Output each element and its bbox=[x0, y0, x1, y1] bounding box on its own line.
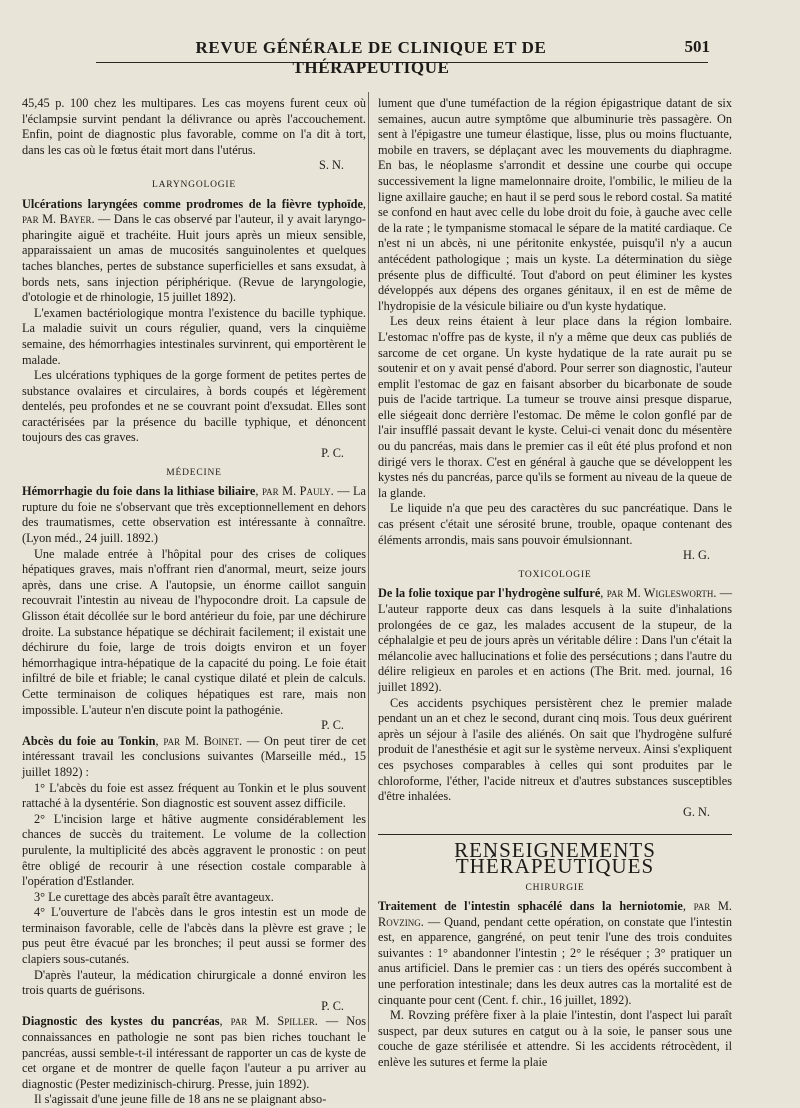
section-heading-toxicologie: TOXICOLOGIE bbox=[518, 569, 592, 580]
article-title: Ulcérations laryngées comme prodromes de la fièvre typhoïde bbox=[22, 196, 363, 211]
article-text: — Dans le cas observé par l'auteur, il y avait laryngo-pharingite aiguë et trachéite. Huit jours après un mieux sensible, apparaissaient un amas de mucosités sanguinolentes et quelques taches blanches, pertes de substance superficielles et sans exsudat, à bords nets, sans injection périphérique. (Revue de laryngologie, d'otologie et de rhinologie, 15 juillet 1892). bbox=[22, 212, 366, 305]
section-heading-laryngologie: LARYNGOLOGIE bbox=[151, 179, 236, 190]
article-author: par M. Pauly. bbox=[261, 484, 334, 499]
paragraph: Il s'agissait d'une jeune fille de 18 ans ne se plaignant abso- bbox=[34, 1092, 327, 1107]
author-initials: H. G. bbox=[683, 548, 710, 563]
paragraph: Le liquide n'a que peu des caractères du suc pancréatique. Dans le cas présent c'était une sérosité brune, trouble, opaque contenant des éléments arrondis, mais sans pouvoir émulsionnant. bbox=[378, 501, 732, 547]
paragraph: Les deux reins étaient à leur place dans la région lombaire. L'estomac n'offre pas de kyste, il n'y a même que deux cas publiés de sarcome de cet organe. Un kyste hydatique de la rate aurait pu se soutenir et on y avait pensé d'abord. Pour serrer son diagnostic, l'auteur emplit l'estomac de gaz en faisant absorber du bicarbonate de soude puis de l'acide tartrique. La tumeur se trouve ainsi presque disparue, elle siégeait donc derrière l'estomac. De même le colon gonflé par de l'air insufflé passait devant le kyste. Celui-ci venait donc du mésentère ou du pancréas, mais dans le premier cas il eût été plus profond et non dirigé vers le thorax. C'est en général à gauche que se développent les kystes nés du pancréas, parce qu'ils se forment au niveau de la queue de la glande. bbox=[378, 314, 732, 500]
paragraph: L'examen bactériologique montra l'existence du bacille typhique. La maladie suivit un cours régulier, quand, vers la cinquième semaine, des hémorrhagies intestinales survinrent, qui emportèrent le malade. bbox=[22, 305, 366, 367]
author-initials: S. N. bbox=[319, 158, 344, 173]
article-title: Hémorrhagie du foie dans la lithiase biliaire bbox=[22, 484, 256, 499]
right-column bbox=[378, 96, 732, 1071]
paragraph: D'après l'auteur, la médication chirurgicale a donné environ les trois quarts de guérisons. bbox=[22, 967, 366, 998]
author-initials: G. N. bbox=[683, 804, 710, 819]
paragraph: lument que d'une tuméfaction de la région épigastrique datant de six semaines, aucun autre symptôme que albuminurie très passagère. On sent à l'épigastre une tumeur élastique, lisse, plus ou moins fluctuante, mobile en travers, se déplaçant avec les mouvements du diaphragme. En bas, le néoplasme s'arrondit et dessine une courbe qui occupe successivement la ligne mamelonnaire droite, l'ombilic, le milieu de la ligne axillaire gauche; en haut il se perd sous le rebord costal. Sa matité se confond en haut avec celle du lobe droit du foie, à gauche avec celle de la rate ; le tympanisme stomacal le sépare de la matité cardiaque. Ce n'est ni un abcès, ni une péritonite enkystée, puisqu'il n'y a aucun antécédent pathologique ; mais un kyste. La détermination du siège présente plus de difficulté. Tout d'abord on peut éliminer les kystes développés aux dépens des organes génitaux, il en est de même de l'hydropisie de la vésicule biliaire ou d'un kyste hydatique. bbox=[378, 96, 732, 313]
paragraph: Les ulcérations typhiques de la gorge forment de petites pertes de substance ovalaires et circulaires, à bords coupés et légèrement dentelés, peu profondes et ne se couvrant point d'exsudat. Elles sont caractérisées par la présence du bacille typhique, et dénoncent toujours des cas graves. bbox=[22, 368, 366, 445]
author-initials: P. C. bbox=[321, 998, 344, 1013]
list-item: 3° Le curettage des abcès paraît être avantageux. bbox=[34, 889, 274, 904]
article-author: par M. Rovzing. bbox=[378, 899, 733, 929]
article-title: De la folie toxique par l'hydrogène sulfuré bbox=[378, 586, 601, 601]
article-herniotomy: Traitement de l'intestin sphacélé dans la herniotomie, par M. Rovzing. — Quand, pendant cette opération, on constate que l'intestin est, en apparence, gangréné, on peut tenir l'une des trois conduites suivantes : 1° abandonner l'intestin ; 2° le réséquer ; 3° pratiquer un anus artificiel. Dans le premier cas : un tiers des opérés succombent à une perforation intestinale; dans les deux autres cas la mortalité est de cinquante pour cent (Cent. f. chir., 16 juillet, 1892). bbox=[378, 899, 733, 1007]
author-initials: P. C. bbox=[321, 446, 344, 461]
article-author: par M. Wiglesworth. bbox=[606, 586, 717, 601]
article-text: — On peut tirer de cet intéressant travail les conclusions suivantes (Marseille méd., 15 juillet 1892) : bbox=[22, 733, 367, 779]
article-title: Traitement de l'intestin sphacélé dans la herniotomie bbox=[378, 899, 683, 914]
article-liver-hemorrhage: Hémorrhagie du foie dans la lithiase biliaire, par M. Pauly. — La rupture du foie ne s'observant que très exceptionnellement en dehors des traumatismes, cette observation est intéressante à connaître. (Lyon méd., 24 juill. 1892.) bbox=[22, 484, 366, 546]
column-divider bbox=[368, 92, 369, 1032]
paragraph: 45,45 p. 100 chez les multipares. Les cas moyens furent ceux où l'éclampsie survint pendant la délivrance ou après l'accouchement. Enfin, point de diagnostic plus favorable, comme on l'a dit à tort, dans les cas où le fœtus était mort dans l'utérus. bbox=[22, 96, 366, 157]
article-text: — Quand, pendant cette opération, on constate que l'intestin est, en apparence, gangréné, on peut tenir l'une des trois conduites suivantes : 1° abandonner l'intestin ; 2° le réséquer ; 3° pratiquer un anus artificiel. Dans le premier cas : un tiers des opérés succombent à une perforation intestinale; dans les deux autres cas la mortalité est de cinquante pour cent (Cent. f. chir., 16 juillet, 1892). bbox=[378, 914, 732, 1007]
list-item: 1° L'abcès du foie est assez fréquent au Tonkin et le plus souvent rattaché à la dysentérie. Son diagnostic est souvent assez difficile. bbox=[22, 780, 366, 811]
section-heading-medecine: MÉDECINE bbox=[166, 467, 222, 478]
article-text: — Nos connaissances en pathologie ne sont pas bien riches touchant le pancréas, aussi semble-t-il intéressant de rapporter un cas de kyste de cet organe et de montrer de quelle façon l'auteur a pu arriver au diagnostic (Pester medizinisch-chirurg. Presse, juin 1892). bbox=[22, 1014, 367, 1091]
section-heading-renseignements: RENSEIGNEMENTS THÉRAPEUTIQUES bbox=[378, 834, 732, 874]
article-title: Diagnostic des kystes du pancréas bbox=[22, 1014, 220, 1029]
list-item: 2° L'incision large et hâtive augmente considérablement les chances de succès du traitement. Le volume de la collection purulente, la multiplicité des abcès aggravent le pronostic : on peut être obligé de recourir à une résection costale comparable à l'opération d'Estlander. bbox=[22, 811, 366, 889]
article-title: Abcès du foie au Tonkin bbox=[22, 733, 156, 748]
left-column bbox=[22, 96, 366, 1108]
article-author: par M. Spiller. bbox=[230, 1014, 318, 1029]
running-title: REVUE GÉNÉRALE DE CLINIQUE ET DE THÉRAPEUTIQUE bbox=[195, 38, 547, 77]
list-item: 4° L'ouverture de l'abcès dans le gros intestin est un mode de terminaison favorable, celle de l'abcès dans la plèvre est grave ; le pus peut être évacué par les bronches; il peut aussi se former des clapiers sous-cutanés. bbox=[22, 905, 366, 967]
paragraph: Ces accidents psychiques persistèrent chez le premier malade pendant un an et chez le second, durant cinq mois. Tous deux guérirent après un séjour à l'asile des aliénés. On sait que l'hydrogène sulfuré produit de l'anesthésie et agit sur le système nerveux. Ainsi s'expliquent ces psychoses comparables à celles qui sont produites par le chloroforme, l'éther, l'acide nitreux et d'autres substances susceptibles d'être inhalées. bbox=[378, 695, 732, 804]
article-laryngeal-ulcers: Ulcérations laryngées comme prodromes de la fièvre typhoïde, par M. Bayer. — Dans le cas observé par l'auteur, il y avait laryngo-pharingite aiguë et trachéite. Huit jours après un mieux sensible, apparaissaient un amas de mucosités sanguinolentes et quelques taches blanches, pertes de substance superficielles et sans exsudat, à bords nets, sans injection périphérique. (Revue de laryngologie, d'otologie et de rhinologie, 15 juillet 1892). bbox=[22, 196, 366, 305]
article-text: — L'auteur rapporte deux cas dans lesquels à la suite d'inhalations prolongées de ce gaz, les malades accusent de la stupeur, de la céphalalgie et peu de jours après un véritable délire : Dans l'un c'était la mélancolie avec hallucinations et folie des persécutions ; dans l'autre du délire religieux en paroles et en actions (The Brit. med. journal, 16 juillet 1892). bbox=[378, 586, 733, 694]
paragraph: Une malade entrée à l'hôpital pour des crises de coliques hépatiques graves, mais n'offrant rien d'anormal, meurt, seize jours après, dans une crise. A l'autopsie, un énorme caillot sanguin recouvrait l'intestin au niveau de l'hypocondre droit. La capsule de Glisson était décollée sur le bord antérieur du foie, par une déchirure droite. La substance hépatique se déchirait facilement; il existait une déchirure du foie, large de trois doigts environ et un foyer hémorrhagique intra-hépatique de la capacité du poing. Le foie était infiltré de bile et friable; le canal cystique dilaté et plein de calculs. Cette terminaison de coliques hépatiques est rare, mais non impossible. L'auteur n'en discute point la pathogénie. bbox=[22, 546, 366, 717]
article-author: par M. Bayer. bbox=[22, 212, 95, 227]
author-initials: P. C. bbox=[321, 718, 344, 733]
section-heading-chirurgie: CHIRURGIE bbox=[525, 882, 585, 893]
article-pancreas-cysts: Diagnostic des kystes du pancréas, par M. Spiller. — Nos connaissances en pathologie ne sont pas bien riches touchant le pancréas, aussi semble-t-il intéressant de rapporter un cas de kyste de cet organe et de montrer de quelle façon l'auteur a pu arriver au diagnostic (Pester medizinisch-chirurg. Presse, juin 1892). bbox=[22, 1014, 367, 1091]
page-number: 501 bbox=[684, 37, 710, 56]
article-liver-abscess: Abcès du foie au Tonkin, par M. Boinet. — On peut tirer de cet intéressant travail les conclusions suivantes (Marseille méd., 15 juillet 1892) : bbox=[22, 733, 367, 779]
page-header bbox=[96, 36, 710, 77]
paragraph: M. Rovzing préfère fixer à la plaie l'intestin, dont l'aspect lui paraît suspect, par deux sutures en catgut ou à la soie, le panser sous une couche de gaze stérilisée et attendre. Si les accidents rétrocèdent, il enlève les sutures et ferme la plaie bbox=[378, 1008, 732, 1070]
article-author: par M. Boinet. bbox=[163, 733, 243, 748]
article-text: — La rupture du foie ne s'observant que très exceptionnellement en dehors des traumatismes, cette observation est intéressante à connaître. (Lyon méd., 24 juill. 1892.) bbox=[22, 484, 366, 546]
article-hydrogen-sulfide: De la folie toxique par l'hydrogène sulfuré, par M. Wiglesworth. — L'auteur rapporte deux cas dans lesquels à la suite d'inhalations prolongées de ce gaz, les malades accusent de la stupeur, de la céphalalgie et peu de jours après un véritable délire : Dans l'un c'était la mélancolie avec hallucinations et folie des persécutions ; dans l'autre du délire religieux en paroles et en actions (The Brit. med. journal, 16 juillet 1892). bbox=[378, 586, 733, 694]
